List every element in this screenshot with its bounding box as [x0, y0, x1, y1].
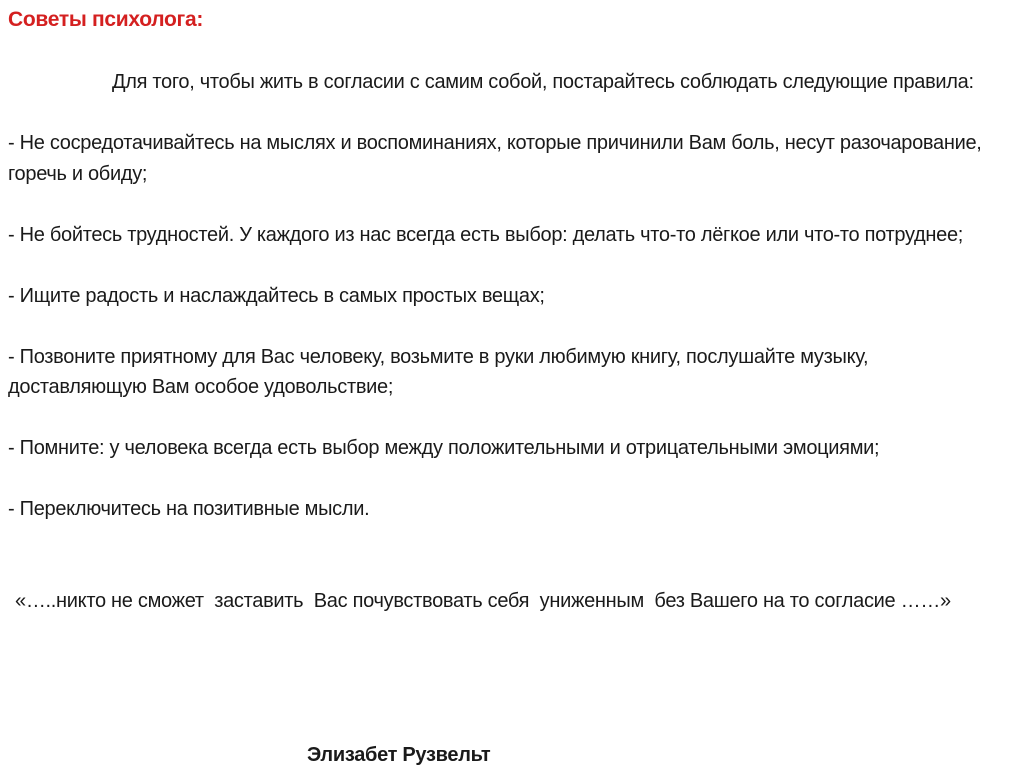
rule-item: - Ищите радость и наслаждайтесь в самых простых вещах; — [8, 284, 545, 307]
rule-item: - Помните: у человека всегда есть выбор между положительными и отрицательными эмоциями; — [8, 437, 880, 459]
rule-item: - Не бойтесь трудностей. У каждого из нас всегда есть выбор: делать что-то лёгкое или что-то потруднее; — [8, 223, 964, 246]
intro-paragraph: Для того, чтобы жить в согласии с самим собой, постарайтесь соблюдать следующие правила: — [112, 71, 974, 93]
quote-author: Элизабет Рузвельт — [307, 744, 491, 766]
rule-item: - Позвоните приятному для Вас человеку, возьмите в руки любимую книгу, послушайте музыку, доставляющую Вам особое удовольствие; — [8, 345, 869, 398]
page-title: Советы психолога: — [8, 8, 204, 31]
rule-item: - Переключитесь на позитивные мысли. — [8, 498, 370, 520]
document-body — [8, 67, 1010, 616]
rule-item: - Не сосредотачивайтесь на мыслях и воспоминаниях, которые причинили Вам боль, несут разочарование, горечь и обиду; — [8, 132, 982, 185]
quote-text: «…..никто не сможет заставить Вас почувствовать себя униженным без Вашего на то согласие ……» — [15, 589, 951, 612]
